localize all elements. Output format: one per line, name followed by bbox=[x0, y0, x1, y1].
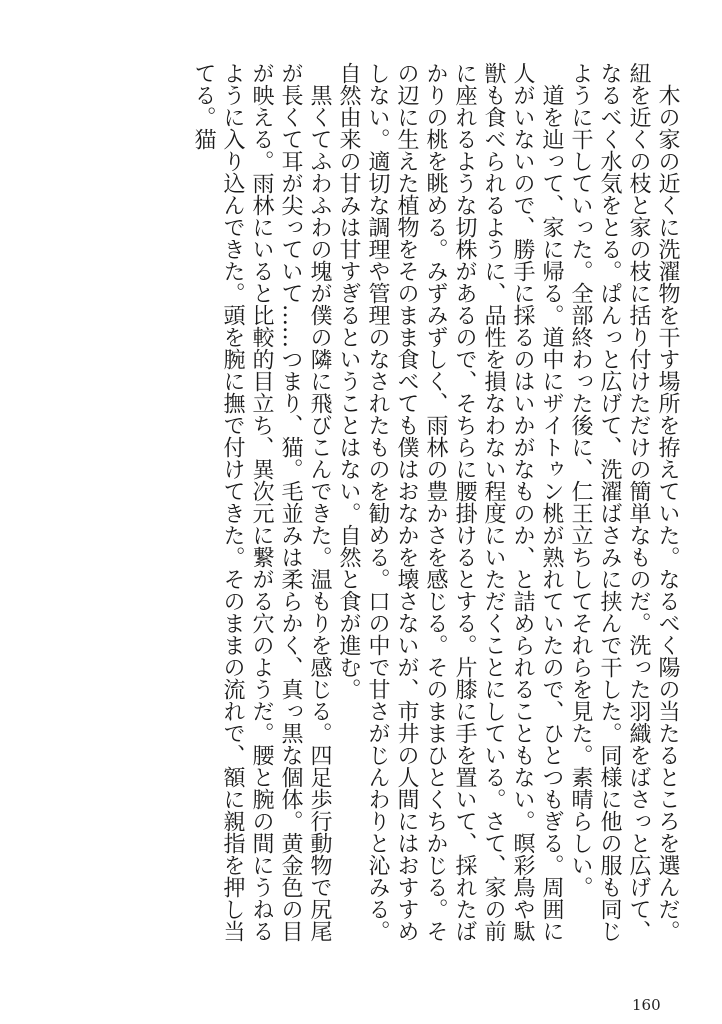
vertical-text-body bbox=[82, 62, 682, 962]
page-number: 160 bbox=[632, 996, 661, 1014]
paragraph-3: 黒くてふわふわの塊が僕の隣に飛びこんできた。温もりを感じる。四足歩行動物で尻尾が長くて耳が尖っていて……つまり、猫。毛並みは柔らかく、真っ黒な個体。黄金色の目が映える。雨林にいると比較的目立ち、異次元に繋がる穴のようだ。腰と腕の間にうねるように入り込んできた。頭を腕に撫で付けてきた。そのままの流れで、額に親指を押し当てる。猫 bbox=[191, 62, 332, 942]
paragraph-2: 道を辿って、家に帰る。道中にザイトゥン桃が熟れていたので、ひとつもぎる。周囲に人がいないので、勝手に採るのはいかがなものか、と詰められることもない。暝彩鳥や駄獣も食べられるように、品性を損なわない程度にいただくことにしている。さて、家の前に座れるような切株があるので、そちらに腰掛けるとする。片膝に手を置いて、採れたばかりの桃を眺める。みずみずしく、雨林の豊かさを感じる。そのままひとくちかじる。その辺に生えた植物をそのまま食べても僕はおなかを壊さないが、市井の人間にはおすすめしない。適切な調理や管理のなされたものを勧める。口の中で甘さがじんわりと沁みる。自然由来の甘みは甘すぎるということはない。自然と食が進む。 bbox=[336, 62, 564, 942]
paragraph-1: 木の家の近くに洗濯物を干す場所を拵えていた。なるべく陽の当たるところを選んだ。紐を近くの枝と家の枝に括り付けただけの簡単なものだ。洗った羽織をばさっと広げて、なるべく水気をとる。ぱんっと広げて、洗濯ばさみに挟んで干した。同様に他の服も同じように干していった。全部終わった後に、仁王立ちしてそれらを見た。素晴らしい。 bbox=[568, 62, 680, 942]
